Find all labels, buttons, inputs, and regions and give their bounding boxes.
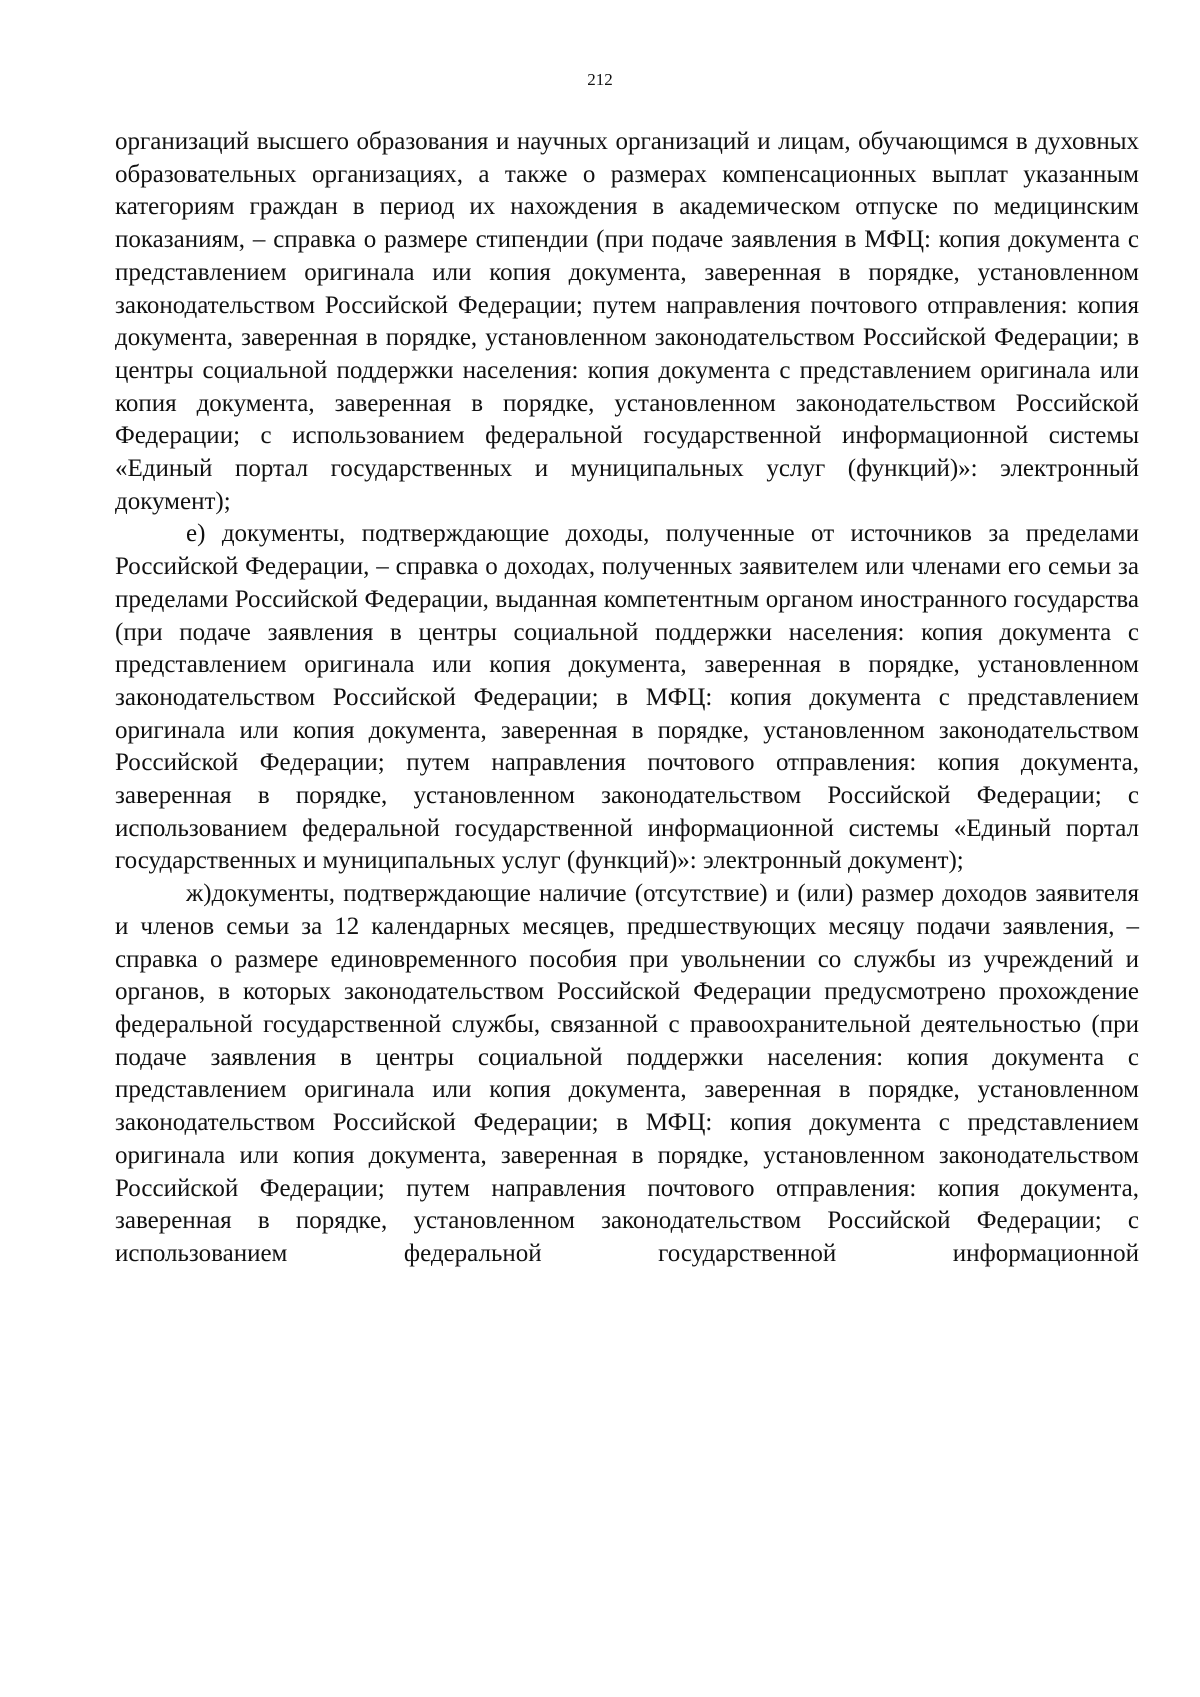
page-number: 212 bbox=[587, 70, 613, 89]
paragraph-item-e: е) документы, подтверждающие доходы, полученные от источников за пределами Российской Федерации, – справка о доходах, полученных заявителем или членами его семьи за пределами Российской Федерации, выданная компетентным органом иностранного государства (при подаче заявления в центры социальной поддержки населения: копия документа с представлением оригинала или копия документа, заверенная в порядке, установленном законодательством Российской Федерации; в МФЦ: копия документа с представлением оригинала или копия документа, заверенная в порядке, установленном законодательством Российской Федерации; путем направления почтового отправления: копия документа, заверенная в порядке, установленном законодательством Российской Федерации; с использованием федеральной государственной информационной системы «Единый портал государственных и муниципальных услуг (функций)»: электронный документ); bbox=[115, 520, 1139, 875]
paragraph-item-zh: ж)документы, подтверждающие наличие (отсутствие) и (или) размер доходов заявителя и членов семьи за 12 календарных месяцев, предшествующих месяцу подачи заявления, – справка о размере единовременного пособия при увольнении со службы из учреждений и органов, в которых законодательством Российской Федерации предусмотрено прохождение федеральной государственной службы, связанной с правоохранительной деятельностью (при подаче заявления в центры социальной поддержки населения: копия документа с представлением оригинала или копия документа, заверенная в порядке, установленном законодательством Российской Федерации; в МФЦ: копия документа с представлением оригинала или копия документа, заверенная в порядке, установленном законодательством Российской Федерации; путем направления почтового отправления: копия документа, заверенная в порядке, установленном законодательством Российской Федерации; с использованием федеральной государственной информационной bbox=[115, 880, 1139, 1267]
paragraph-continuation: организаций высшего образования и научных организаций и лицам, обучающимся в духовных образовательных организациях, а также о размерах компенсационных выплат указанным категориям граждан в период их нахождения в академическом отпуске по медицинским показаниям, – справка о размере стипендии (при подаче заявления в МФЦ: копия документа с представлением оригинала или копия документа, заверенная в порядке, установленном законодательством Российской Федерации; путем направления почтового отправления: копия документа, заверенная в порядке, установленном законодательством Российской Федерации; в центры социальной поддержки населения: копия документа с представлением оригинала или копия документа, заверенная в порядке, установленном законодательством Российской Федерации; с использованием федеральной государственной информационной системы «Единый портал государственных и муниципальных услуг (функций)»: электронный документ); bbox=[115, 128, 1139, 515]
body-text bbox=[115, 126, 1139, 1271]
